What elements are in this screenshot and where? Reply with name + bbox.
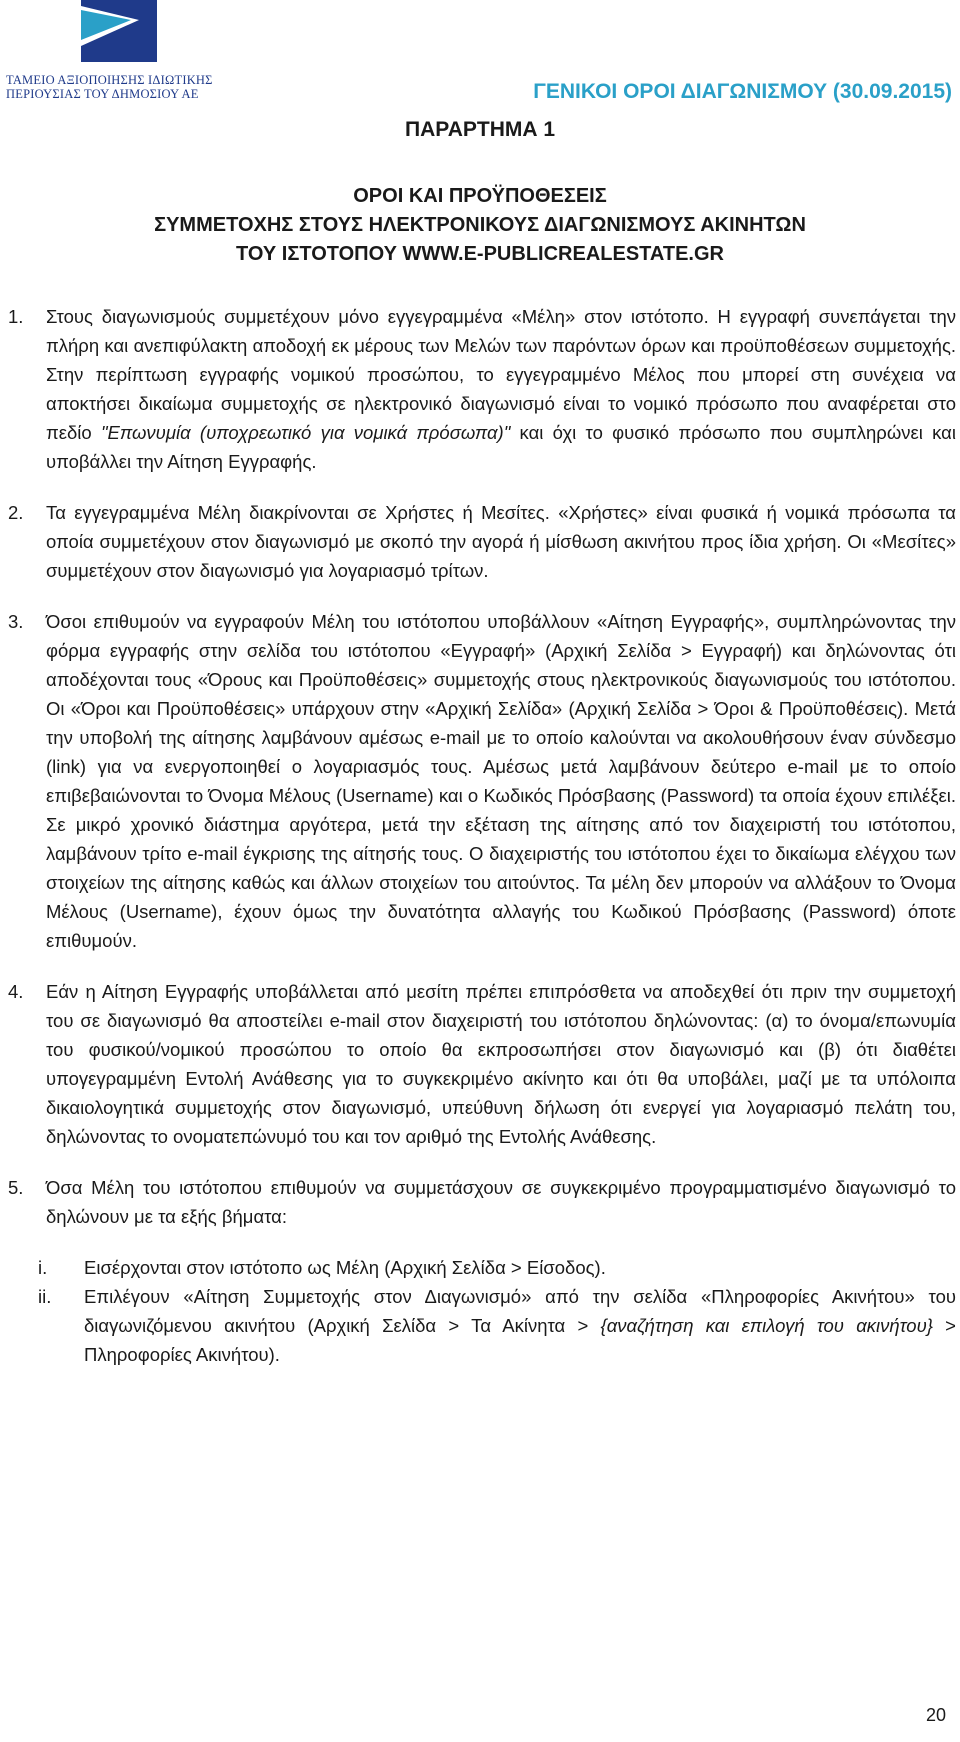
document-title: ΓΕΝΙΚΟΙ ΟΡΟΙ ΔΙΑΓΩΝΙΣΜΟΥ (30.09.2015): [533, 80, 952, 103]
term-item-1: [8, 302, 956, 476]
item-number: 5.: [8, 1177, 24, 1198]
logo-text-line-2: ΠΕΡΙΟΥΣΙΑΣ ΤΟΥ ΔΗΜΟΣΙΟΥ ΑΕ: [6, 87, 199, 101]
item-text: Τα εγγεγραμμένα Μέλη διακρίνονται σε Χρήστες ή Μεσίτες. «Χρήστες» είναι φυσικά ή νομικά πρόσωπα τα οποία συμμετέχουν στον διαγωνισμό με σκοπό την αγορά ή μίσθωση ακινήτου προς ίδια χρήση. Οι «Μεσίτες» συμμετέχουν στον διαγωνισμό για λογαριασμό τρίτων.: [46, 502, 956, 581]
item-text: Εάν η Αίτηση Εγγραφής υποβάλλεται από μεσίτη πρέπει επιπρόσθετα να αποδεχθεί ότι πριν την συμμετοχή του σε διαγωνισμό θα αποστείλει e-mail στον διαχειριστή του ιστότοπου δηλώνοντας: (α) το όνομα/επωνυμία του φυσικού/νομικού προσώπου το οποίο θα εκπροσωπήσει στον διαγωνισμό και (β) ότι διαθέτει υπογεγραμμένη Εντολή Ανάθεσης για το συγκεκριμένο ακίνητο και ότι θα υποβάλει, μαζί με τα υπόλοιπα δικαιολογητικά συμμετοχής στον διαγωνισμό, υπεύθυνη δήλωση ότι ενεργεί για λογαριασμό πελάτη του, δηλώνοντας το ονοματεπώνυμό του και τον αριθμό της Εντολής Ανάθεσης.: [46, 981, 956, 1147]
logo-mark-icon: [81, 0, 157, 62]
item-text: Όσοι επιθυμούν να εγγραφούν Μέλη του ιστότοπου υποβάλλουν «Αίτηση Εγγραφής», συμπληρώνοντας την φόρμα εγγραφής στην σελίδα του ιστότοπου «Εγγραφή» (Αρχική Σελίδα > Εγγραφή) και δηλώνοντας ότι αποδέχονται τους «Όρους και Προϋποθέσεις» συμμετοχής στους ηλεκτρονικούς διαγωνισμούς του ιστότοπου. Οι «Όροι και Προϋποθέσεις» υπάρχουν στην «Αρχική Σελίδα» (Αρχική Σελίδα > Όροι & Προϋποθέσεις). Μετά την υποβολή της αίτησης λαμβάνουν αμέσως e-mail με το οποίο καλούνται να ακολουθήσουν έναν σύνδεσμο (link) για να ενεργοποιηθεί ο λογαριασμός τους. Αμέσως μετά λαμβάνουν δεύτερο e-mail με το οποίο επιβεβαιώνονται το Όνομα Μέλους (Username) και ο Κωδικός Πρόσβασης (Password) τα οποία έχουν επιλέξει. Σε μικρό χρονικό διάστημα αργότερα, μετά την εξέταση της αίτησης από τον διαχειριστή του ιστότοπου, λαμβάνουν τρίτο e-mail έγκρισης της αίτησής τους. Ο διαχειριστής του ιστότοπου έχει το δικαίωμα ελέγχου των στοιχείων της αίτησης καθώς και άλλων στοιχείων του αιτούντος. Τα μέλη δεν μπορούν να αλλάξουν το Όνομα Μέλους (Username), έχουν όμως την δυνατότητα αλλαγής του Κωδικού Πρόσβασης (Password) όποτε επιθυμούν.: [46, 611, 956, 951]
subitem-text: > Πληροφορίες Ακινήτου).: [84, 1315, 956, 1365]
item-number: 2.: [8, 502, 24, 523]
subitem-text: Εισέρχονται στον ιστότοπο ως Μέλη (Αρχική Σελίδα > Είσοδος).: [84, 1257, 606, 1278]
item-text: και όχι το φυσικό πρόσωπο που συμπληρώνει και υποβάλλει την Αίτηση Εγγραφής.: [46, 422, 956, 472]
item-number: 3.: [8, 611, 24, 632]
hradf-logo: [6, 0, 236, 104]
heading-line-3: ΤΟΥ ΙΣΤΟΤΟΠΟΥ WWW.E-PUBLICREALESTATE.GR: [236, 243, 724, 265]
subitem-number: i.: [38, 1257, 48, 1278]
term-subitem-i: [8, 1253, 956, 1282]
heading-line-1: ΟΡΟΙ ΚΑΙ ΠΡΟΫΠΟΘΕΣΕΙΣ: [353, 185, 607, 207]
item-text: Όσα Μέλη του ιστότοπου επιθυμούν να συμμετάσχουν σε συγκεκριμένο προγραμματισμένο διαγωνισμό το δηλώνουν με τα εξής βήματα:: [46, 1177, 956, 1227]
section-heading: [0, 182, 960, 269]
term-item-4: [8, 977, 956, 1151]
item-text: Στους διαγωνισμούς συμμετέχουν μόνο εγγεγραμμένα «Μέλη» στον ιστότοπο. Η εγγραφή συνεπάγεται την πλήρη και ανεπιφύλακτη αποδοχή εκ μέρους των Μελών των παρόντων όρων και προϋποθέσεων συμμετοχής. Στην περίπτωση εγγραφής νομικού προσώπου, το εγγεγραμμένο Μέλος που μπορεί στη συνέχεια να αποκτήσει δικαίωμα συμμετοχής σε ηλεκτρονικό διαγωνισμό είναι το νομικό πρόσωπο που αναφέρεται στο πεδίο: [46, 306, 956, 443]
item-text-italic: "Επωνυμία (υποχρεωτικό για νομικά πρόσωπα)": [100, 422, 511, 443]
term-item-5: [8, 1173, 956, 1231]
page-number: 20: [925, 1705, 946, 1725]
term-item-3: [8, 607, 956, 955]
term-subitem-ii: [8, 1282, 956, 1369]
item-number: 4.: [8, 981, 24, 1002]
subitem-number: ii.: [38, 1286, 52, 1307]
heading-line-2: ΣΥΜΜΕΤΟΧΗΣ ΣΤΟΥΣ ΗΛΕΚΤΡΟΝΙΚΟΥΣ ΔΙΑΓΩΝΙΣΜΟΥΣ ΑΚΙΝΗΤΩΝ: [154, 214, 806, 236]
logo-text-line-1: ΤΑΜΕΙΟ ΑΞΙΟΠΟΙΗΣΗΣ ΙΔΙΩΤΙΚΗΣ: [6, 73, 213, 87]
item-number: 1.: [8, 306, 24, 327]
annex-title: ΠΑΡΑΡΤΗΜΑ 1: [404, 118, 556, 141]
term-item-2: [8, 498, 956, 585]
subitem-text: Επιλέγουν «Αίτηση Συμμετοχής στον Διαγωνισμό» από την σελίδα «Πληροφορίες Ακινήτου» του διαγωνιζόμενου ακινήτου (Αρχική Σελίδα > Τα Ακίνητα >: [84, 1286, 956, 1336]
subitem-text-italic: {αναζήτηση και επιλογή του ακινήτου}: [600, 1315, 933, 1336]
terms-list: [8, 302, 956, 1369]
logo-text: [6, 73, 246, 101]
